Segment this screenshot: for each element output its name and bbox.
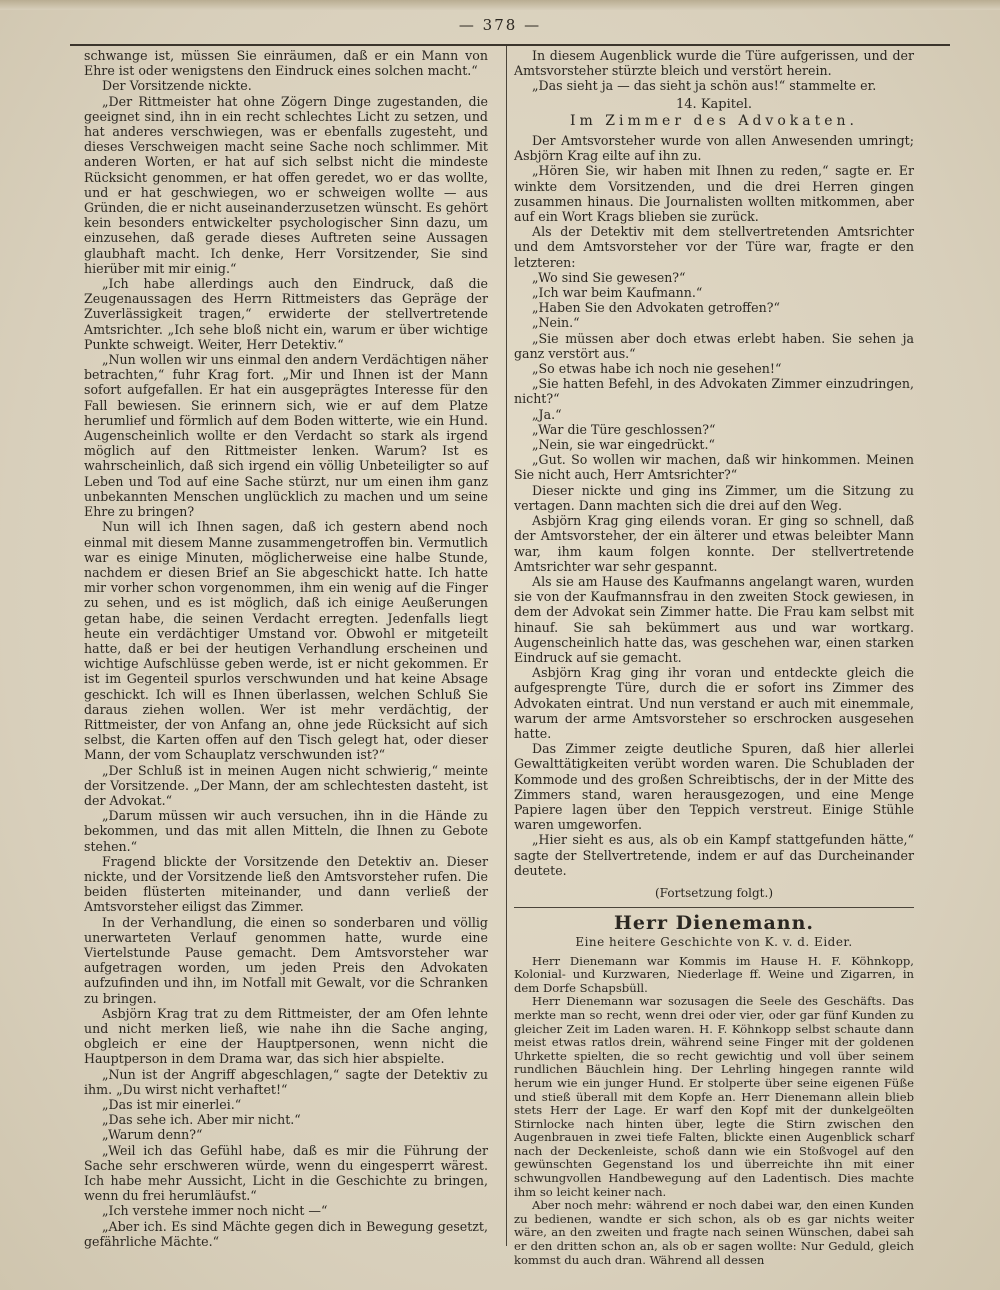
paragraph: Der Vorsitzende nickte.: [102, 78, 252, 94]
paragraph: Asbjörn Krag ging eilends voran. Er ging so schnell, daß der Amtsvorsteher, der ein älterer und etwas beleibter Mann war, ihm kaum folgen konnte. Der stellvertretende Amtsrichter war sehr gespannt.: [514, 513, 914, 574]
paragraph: Der Amtsvorsteher wurde von allen Anwesenden umringt; Asbjörn Krag eilte auf ihn zu.: [514, 133, 914, 164]
paragraph: „Hier sieht es aus, als ob ein Kampf stattgefunden hätte,“ sagte der Stellvertretende, indem er auf das Durcheinander deutete.: [514, 832, 914, 878]
page-number: — 378 —: [458, 16, 542, 34]
continued-note: (Fortsetzung folgt.): [655, 885, 773, 900]
paragraph: Das Zimmer zeigte deutliche Spuren, daß hier allerlei Gewalttätigkeiten verübt worden waren. Die Schubladen der Kommode und des großen Schreibtischs, der in der Mitte des Zimmers stand, waren herausgezogen, und eine Menge Papiere lagen über den Teppich verstreut. Einige Stühle waren umgeworfen.: [514, 741, 914, 833]
paragraph: „Warum denn?“: [102, 1127, 203, 1143]
story-title: Herr Dienemann.: [613, 912, 815, 935]
chapter-label: 14. Kapitel.: [676, 96, 752, 112]
story-subtitle: Eine heitere Geschichte von K. v. d. Eider.: [575, 935, 853, 950]
paragraph: Nun will ich Ihnen sagen, daß ich gestern abend noch einmal mit diesem Manne zusammengetroffen bin. Vermutlich war es einige Minuten, möglicherweise eine halbe Stunde, nachdem er diesen Brief an Sie abgeschickt hatte. Ich hatte mir vorher schon vorgenommen, ihm ein wenig auf die Finger zu sehen, und es ist möglich, daß ich einige Aeußerungen getan habe, die seinen Verdacht erregten. Jedenfalls liegt heute ein verdächtiger Umstand vor. Obwohl er mitgeteilt hatte, daß er bei der heutigen Verhandlung erscheinen und wichtige Aufschlüsse geben werde, ist er nicht gekommen. Er ist im Gegenteil spurlos verschwunden und hat keine Absage geschickt. Ich will es Ihnen überlassen, welchen Schluß Sie daraus ziehen wollen. Wer ist mehr verdächtig, der Rittmeister, der von Anfang an, ohne jede Rücksicht auf sich selbst, die Karten offen auf den Tisch gelegt hat, oder dieser Mann, der vom Schauplatz verschwunden ist?“: [84, 519, 488, 763]
paragraph: „Das ist mir einerlei.“: [102, 1097, 242, 1113]
paragraph: Als der Detektiv mit dem stellvertretenden Amtsrichter und dem Amtsvorsteher vor der Türe war, fragte er den letzteren:: [514, 224, 914, 270]
paragraph: Aber noch mehr: während er noch dabei war, den einen Kunden zu bedienen, wandte er sich schon, als ob es gar nichts weiter wäre, an den zweiten und fragte nach seinen Wünschen, dabei sah er den dritten schon an, als ob er sagen wollte: Nur Geduld, gleich kommst du auch dran. Während all dessen: [514, 1198, 914, 1267]
paragraph: „Hören Sie, wir haben mit Ihnen zu reden,“ sagte er. Er winkte dem Vorsitzenden, und die drei Herren gingen zusammen hinaus. Die Journalisten wollten mitkommen, aber auf ein Wort Krags blieben sie zurück.: [514, 163, 914, 225]
paragraph: „Haben Sie den Advokaten getroffen?“: [532, 300, 780, 316]
paragraph: Asbjörn Krag trat zu dem Rittmeister, der am Ofen lehnte und nicht merken ließ, wie nahe ihn die Sache anging, obgleich er eine der Hauptpersonen, wenn nicht die Hauptperson in dem Drama war, das sich hier abspielte.: [84, 1005, 488, 1067]
paragraph: „War die Türe geschlossen?“: [532, 421, 716, 437]
paragraph: „Wo sind Sie gewesen?“: [532, 269, 686, 285]
header-rule: [70, 44, 950, 46]
paragraph: „Nein, sie war eingedrückt.“: [532, 437, 715, 453]
section-separator: [514, 907, 914, 908]
paragraph: Asbjörn Krag ging ihr voran und entdeckte gleich die aufgesprengte Türe, durch die er sofort ins Zimmer des Advokaten eintrat. Und nun verstand er auch mit einemmale, warum der arme Amtsvorsteher so erschrocken ausgesehen hatte.: [514, 665, 914, 741]
paragraph: „Ich habe allerdings auch den Eindruck, daß die Zeugenaussagen des Herrn Rittmeisters das Gepräge der Zuverlässigkeit tragen,“ erwiderte der stellvertretende Amtsrichter. „Ich sehe bloß nicht ein, warum er über wichtige Punkte schweigt. Weiter, Herr Detektiv.“: [84, 276, 488, 352]
right-column-top: [514, 48, 914, 94]
paragraph: „Weil ich das Gefühl habe, daß es mir die Führung der Sache sehr erschweren würde, wenn du eingesperrt wärest. Ich habe mehr Aussicht, Licht in die Geschichte zu bringen, wenn du frei herumläufst.“: [84, 1142, 488, 1204]
paragraph: „Nein.“: [532, 315, 580, 331]
page-top-edge: [0, 0, 1000, 10]
paragraph: „Der Rittmeister hat ohne Zögern Dinge zugestanden, die geeignet sind, ihn in ein recht schlechtes Licht zu setzen, und hat anderes verschwiegen, was er ebenfalls zugesteht, und dieses Verschweigen macht seine Sache noch schlimmer. Mit anderen Worten, er hat auf sich selbst nicht die mindeste Rücksicht genommen, er hat offen geredet, wo er das wollte, und er hat geschwiegen, wo er schweigen wollte — aus Gründen, die er nicht auseinanderzusetzen wünscht. Es gehört kein besonders entwickelter psychologischer Sinn dazu, um einzusehen, daß gerade dieses Auftreten seine Aussagen glaubhaft macht. Ich denke, Herr Vorsitzender, Sie sind hierüber mit mir einig.“: [84, 93, 488, 276]
column-divider: [506, 46, 507, 1246]
paragraph: „Nun ist der Angriff abgeschlagen,“ sagte der Detektiv zu ihm. „Du wirst nicht verhaftet!“: [84, 1066, 488, 1097]
paragraph: „So etwas habe ich noch nie gesehen!“: [532, 361, 782, 377]
paragraph: „Das sehe ich. Aber mir nicht.“: [102, 1112, 301, 1128]
paragraph: „Aber ich. Es sind Mächte gegen dich in Bewegung gesetzt, gefährliche Mächte.“: [84, 1218, 488, 1249]
story-text: [514, 955, 914, 1268]
paragraph: „Ich verstehe immer noch nicht —“: [102, 1203, 328, 1219]
paragraph: „Sie hatten Befehl, in des Advokaten Zimmer einzudringen, nicht?“: [514, 376, 914, 407]
right-column: [514, 48, 914, 1267]
left-column: [84, 48, 488, 1249]
paragraph: Fragend blickte der Vorsitzende den Detektiv an. Dieser nickte, und der Vorsitzende ließ den Amtsvorsteher rufen. Die beiden flüsterten miteinander, und dann verließ der Amtsvorsteher eiligst das Zimmer.: [84, 853, 488, 915]
chapter-text: [514, 133, 914, 878]
paragraph: „Das sieht ja — das sieht ja schön aus!“ stammelte er.: [532, 78, 877, 94]
paragraph: „Der Schluß ist in meinen Augen nicht schwierig,“ meinte der Vorsitzende. „Der Mann, der am schlechtesten dasteht, ist der Advokat.“: [84, 762, 488, 808]
paragraph: „Darum müssen wir auch versuchen, ihn in die Hände zu bekommen, und das mit allen Mitteln, die Ihnen zu Gebote stehen.“: [84, 808, 488, 854]
paragraph: „Nun wollen wir uns einmal den andern Verdächtigen näher betrachten,“ fuhr Krag fort. „Mir und Ihnen ist der Mann sofort aufgefallen. Er hat ein ausgeprägtes Interesse für den Fall bewiesen. Sie erinnern sich, wie er auf dem Platze herumlief und förmlich auf dem Boden witterte, wie ein Hund. Augenscheinlich wollte er den Verdacht so stark als irgend möglich auf den Rittmeister lenken. Warum? Ist es wahrscheinlich, daß sich irgend ein völlig Unbeteiligter so auf Leben und Tod auf eine Sache stürzt, nur um einen ihm ganz unbekannten Menschen unglücklich zu machen und um seine Ehre zu bringen?: [84, 352, 488, 520]
chapter-title: Im Zimmer des Advokaten.: [570, 112, 858, 129]
paragraph: Herr Dienemann war Kommis im Hause H. F. Köhnkopp, Kolonial- und Kurzwaren, Niederlage ff. Weine und Zigarren, in dem Dorfe Schapsbüll.: [514, 953, 914, 995]
paragraph: „Gut. So wollen wir machen, daß wir hinkommen. Meinen Sie nicht auch, Herr Amtsrichter?“: [514, 452, 914, 483]
paragraph: In diesem Augenblick wurde die Türe aufgerissen, und der Amtsvorsteher stürzte bleich und verstört herein.: [514, 48, 914, 79]
paragraph: Dieser nickte und ging ins Zimmer, um die Sitzung zu vertagen. Dann machten sich die drei auf den Weg.: [514, 482, 914, 513]
paragraph: Als sie am Hause des Kaufmanns angelangt waren, wurden sie von der Kaufmannsfrau in den zweiten Stock gewiesen, in dem der Advokat sein Zimmer hatte. Die Frau kam selbst mit hinauf. Sie sah bekümmert aus und war wortkarg. Augenscheinlich hatte das, was geschehen war, einen starken Eindruck auf sie gemacht.: [514, 573, 914, 665]
paragraph: „Ich war beim Kaufmann.“: [532, 285, 703, 301]
paragraph: „Ja.“: [532, 406, 562, 422]
paragraph: „Sie müssen aber doch etwas erlebt haben. Sie sehen ja ganz verstört aus.“: [514, 330, 914, 361]
paragraph: In der Verhandlung, die einen so sonderbaren und völlig unerwarteten Verlauf genommen hatte, wurde eine Viertelstunde Pause gemacht. Dem Amtsvorsteher war aufgetragen worden, um jeden Preis den Advokaten aufzufinden und ihn, im Notfall mit Gewalt, vor die Schranken zu bringen.: [84, 914, 488, 1006]
paragraph: Herr Dienemann war sozusagen die Seele des Geschäfts. Das merkte man so recht, wenn drei oder vier, oder gar fünf Kunden zu gleicher Zeit im Laden waren. H. F. Köhnkopp selbst schaute dann meist etwas ratlos drein, während seine Finger mit der goldenen Uhrkette spielten, die so recht gewichtig und voll über seinem rundlichen Bäuchlein hing. Der Lehrling hingegen rannte wild herum wie ein junger Hund. Er stolperte über seine eigenen Füße und stieß überall mit dem Kopfe an. Herr Dienemann allein blieb stets Herr der Lage. Er warf den Kopf mit der dunkelgeölten Stirnlocke nach hinten über, legte die Stirn zwischen den Augenbrauen in zwei tiefe Falten, blickte einen Augenblick scharf nach der Deckenleiste, schoß dann wie ein Stoßvogel auf den gewünschten Gegenstand los und überreichte ihn mit einer schwungvollen Handbewegung auf den Ladentisch. Dies machte ihm so leicht keiner nach.: [514, 994, 914, 1199]
paragraph: schwange ist, müssen Sie einräumen, daß er ein Mann von Ehre ist oder wenigstens den Eindruck eines solchen macht.“: [84, 48, 488, 79]
